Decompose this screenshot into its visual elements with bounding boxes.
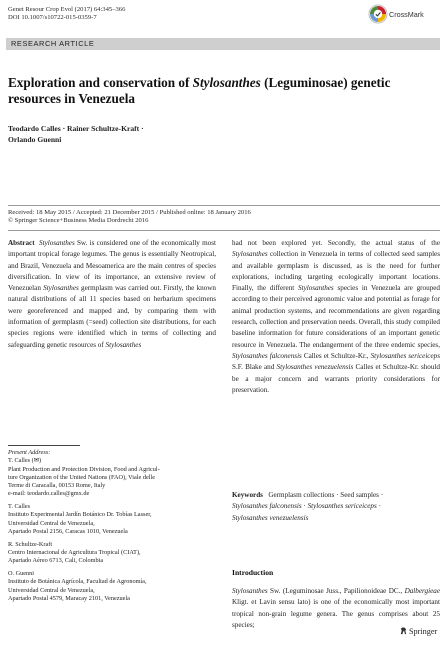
affiliation-author: T. Calles <box>8 503 31 511</box>
intro-text-2: Kligt. et Lavin sensu lato) is one of the economically most important tropical non-grain legume genera. The genus comprises about 25 species; <box>232 598 440 629</box>
abstract-genus: Stylosanthes <box>39 239 75 247</box>
affiliation-author: T. Calles (✉) <box>8 457 42 465</box>
abstract-genus: Stylosanthes <box>232 250 268 259</box>
abstract-genus: Stylosanthes <box>298 284 334 293</box>
copyright-line: © Springer Science+Business Media Dordrecht 2016 <box>8 217 149 225</box>
abstract-right-column <box>232 238 440 396</box>
article-type-banner: RESEARCH ARTICLE <box>6 38 440 50</box>
springer-logo <box>399 626 439 640</box>
species-authority: Calles et Schultze-Kr. should be a major concern and warrants priority considerations for preservation. <box>232 363 440 394</box>
abstract-genus: Stylosanthes <box>43 284 79 293</box>
journal-citation <box>8 6 125 23</box>
species-name: Stylosanthes venezuelensis <box>276 363 354 372</box>
species-authority: S.F. Blake and <box>232 363 277 372</box>
authors-line-1: Teodardo Calles · Rainer Schultze-Kraft · <box>8 124 144 133</box>
affiliation-line: Universidad Central de Venezuela, <box>8 519 95 527</box>
affiliation-note <box>8 570 220 603</box>
authors-line-2: Orlando Guenni <box>8 135 62 145</box>
intro-tribe: Dalbergieae <box>404 587 440 595</box>
abstract-text-5: species in Venezuela are grouped according to their perceived agronomic value and potential as forage for animal production systems, and recommendations are given regarding research, collection and preservation needs. Overall, this study compiled baseline information for future considerations of an important genetic resource in Venezuela. The endangerment of the three endemic species, <box>232 284 441 349</box>
affiliation-note <box>8 541 220 566</box>
abstract-text-3: had not been explored yet. Secondly, the actual status of the <box>232 239 440 247</box>
abstract-text-2: germplasm was carried out. Firstly, the known natural distributions of all 11 species based on herbarium specimens were georeferenced and mapped and, by comparing them with information of germplasm (=seed) collection site distributions, for each species regions were identified which in terms of collecting and safeguarding genetic resources of <box>8 284 216 349</box>
abstract-text-4: collection in Venezuela in terms of collected seed samples and available germplasm is discussed, as is the need for further explorations, including targeting ecologically important locations. Finally, the different <box>232 250 440 293</box>
title-part-2: (Leguminosae) genetic resources in Venezuela <box>8 75 391 107</box>
title-part-1: Exploration and conservation of <box>8 75 193 90</box>
affiliation-line: Terme di Caracalla, 00153 Rome, Italy <box>8 482 106 490</box>
affiliation-line: Apartado Postal 4579, Maracay 2101, Venezuela <box>8 594 130 602</box>
present-address-label: Present Address: <box>8 449 51 456</box>
affiliation-line: ture Organization of the United Nations (FAO), Viale delle <box>8 473 155 481</box>
abstract-genus: Stylosanthes <box>105 340 142 349</box>
author-affiliations <box>8 449 220 603</box>
intro-genus: Stylosanthes <box>232 587 268 595</box>
affiliation-line: Apartado Postal 2156, Caracas 1010, Venezuela <box>8 528 128 536</box>
abstract-text-1: Sw. is considered one of the economically most important tropical forage legumes. The genus is essentially Neotropical, and Brazil, Venezuela and Mesoamerica are the main centres of species diversification. In view of its importance, an extensive review of Venezuelan <box>8 239 216 293</box>
introduction-text <box>232 586 440 631</box>
journal-doi[interactable]: DOI 10.1007/s10722-015-0359-7 <box>8 14 97 22</box>
crossmark-badge[interactable] <box>368 4 438 26</box>
springer-wordmark: Springer <box>409 627 438 636</box>
springer-horse-icon <box>399 626 408 635</box>
footnote-rule <box>8 445 80 446</box>
keyword-species: Stylosanthes sericeiceps <box>307 502 377 511</box>
affiliation-author: R. Schultze-Kraft <box>8 540 53 548</box>
crossmark-icon <box>368 4 388 24</box>
introduction-heading: Introduction <box>232 568 274 577</box>
keyword-separator: · <box>376 502 381 511</box>
species-authority: Calles et Schultze-Kr., <box>301 351 371 360</box>
species-name: Stylosanthes falconensis <box>232 351 302 360</box>
intro-text-1: Sw. (Leguminosae Juss., Papilionoideae DC., <box>267 587 405 595</box>
affiliation-line: Centro Internacional de Agricultura Tropical (CIAT), <box>8 549 141 557</box>
publication-dates <box>8 209 438 226</box>
crossmark-label: CrossMark <box>389 10 424 19</box>
keyword-species: Stylosanthes falconensis <box>232 502 302 511</box>
divider-top <box>8 205 440 206</box>
affiliation-line: Universidad Central de Venezuela, <box>8 586 95 594</box>
affiliation-line: Plant Production and Protection Division, Food and Agricul- <box>8 465 160 473</box>
affiliation-line: Instituto de Botánica Agrícola, Facultad de Agronomía, <box>8 578 147 586</box>
present-address-note <box>8 449 220 499</box>
article-title <box>8 75 428 108</box>
keyword-species: Stylosanthes venezuelensis <box>232 513 309 522</box>
journal-volume: Genet Resour Crop Evol (2017) 64:345–366 <box>8 6 126 13</box>
affiliation-line: Apartado Aéreo 6713, Cali, Colombia <box>8 557 104 565</box>
keyword-separator: · <box>301 502 308 511</box>
keywords-section <box>232 490 440 524</box>
keywords-list: Germplasm collections · Seed samples · <box>268 491 384 499</box>
affiliation-note <box>8 503 220 536</box>
author-list <box>8 123 428 146</box>
keywords-heading: Keywords <box>232 491 263 499</box>
abstract-left-column <box>8 238 216 351</box>
title-genus: Stylosanthes <box>192 75 261 90</box>
author-email[interactable]: e-mail: teodardo.calles@gmx.de <box>8 490 90 498</box>
abstract-heading: Abstract <box>8 239 35 247</box>
affiliation-line: Instituto Experimental Jardín Botánico Dr. Tobías Lasser, <box>8 511 152 519</box>
received-accepted: Received: 18 May 2015 / Accepted: 21 December 2015 / Published online: 18 January 2016 <box>8 209 251 216</box>
divider-bottom <box>8 230 440 231</box>
species-name: Stylosanthes sericeiceps <box>370 351 440 360</box>
affiliation-author: O. Guenni <box>8 570 35 578</box>
